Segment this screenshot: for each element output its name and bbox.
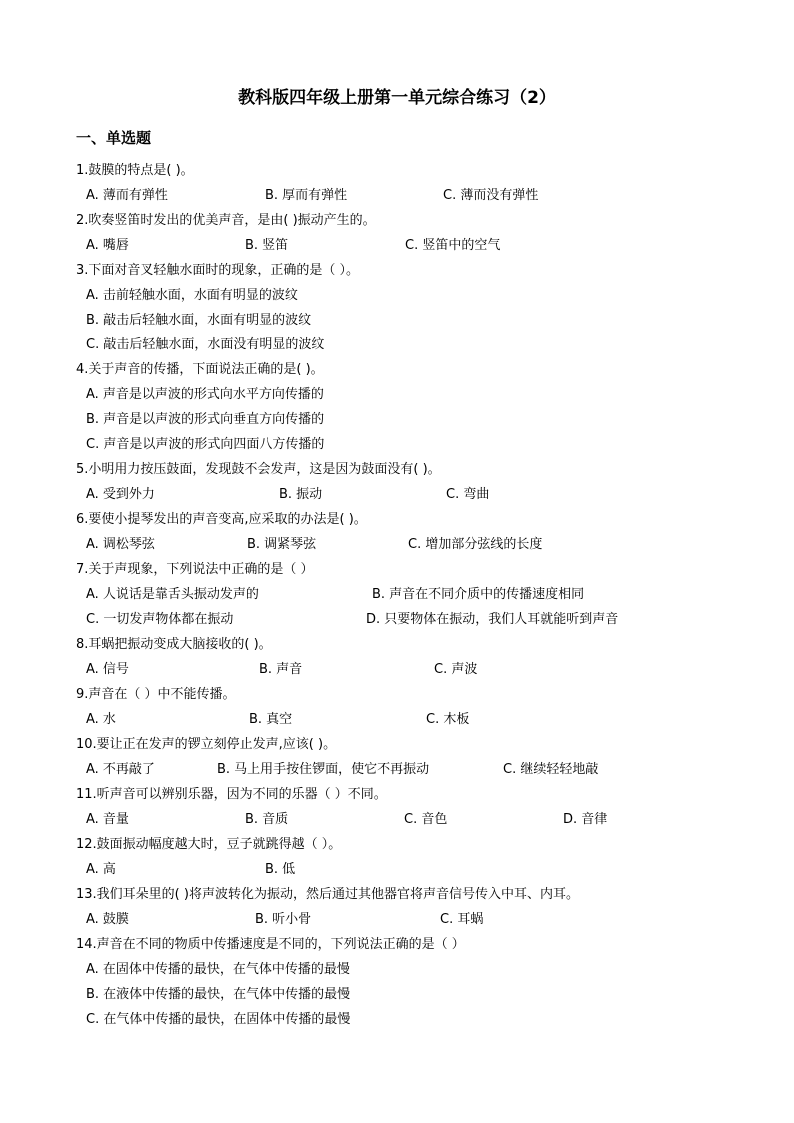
option-11c: C. 音色	[404, 812, 448, 827]
option-13b: B. 听小骨	[255, 912, 312, 927]
option-4a: A. 声音是以声波的形式向水平方向传播的	[86, 387, 324, 402]
option-7a: A. 人说话是靠舌头振动发声的	[86, 587, 259, 602]
option-12a: A. 高	[86, 862, 116, 877]
question-3: 3.下面对音叉轻触水面时的现象，正确的是（ ）。	[76, 263, 360, 278]
option-6c: C. 增加部分弦线的长度	[408, 537, 543, 552]
question-13: 13.我们耳朵里的( )将声波转化为振动，然后通过其他器官将声音信号传入中耳、内耳。	[76, 887, 579, 902]
question-5: 5.小明用力按压鼓面，发现鼓不会发声，这是因为鼓面没有( )。	[76, 462, 441, 477]
option-14c: C. 在气体中传播的最快，在固体中传播的最慢	[86, 1012, 351, 1027]
option-3a: A. 击前轻触水面，水面有明显的波纹	[86, 288, 298, 303]
option-2c: C. 竖笛中的空气	[405, 238, 501, 253]
option-4c: C. 声音是以声波的形式向四面八方传播的	[86, 437, 325, 452]
option-7d: D. 只要物体在振动，我们人耳就能听到声音	[366, 612, 619, 627]
option-6a: A. 调松琴弦	[86, 537, 155, 552]
option-10b: B. 马上用手按住锣面，使它不再振动	[217, 762, 430, 777]
question-10: 10.要让正在发声的锣立刻停止发声,应该( )。	[76, 737, 337, 752]
option-9a: A. 水	[86, 712, 116, 727]
option-11b: B. 音质	[245, 812, 289, 827]
question-2: 2.吹奏竖笛时发出的优美声音，是由( )振动产生的。	[76, 213, 376, 228]
option-14a: A. 在固体中传播的最快，在气体中传播的最慢	[86, 962, 350, 977]
option-14b: B. 在液体中传播的最快，在气体中传播的最慢	[86, 987, 351, 1002]
option-10c: C. 继续轻轻地敲	[503, 762, 599, 777]
option-7b: B. 声音在不同介质中的传播速度相同	[372, 587, 585, 602]
question-1: 1.鼓膜的特点是( )。	[76, 163, 194, 178]
question-6: 6.要使小提琴发出的声音变高,应采取的办法是( )。	[76, 512, 367, 527]
option-3c: C. 敲击后轻触水面，水面没有明显的波纹	[86, 337, 325, 352]
option-8c: C. 声波	[434, 662, 478, 677]
option-12b: B. 低	[265, 862, 296, 877]
option-6b: B. 调紧琴弦	[247, 537, 317, 552]
question-14: 14.声音在不同的物质中传播速度是不同的，下列说法正确的是（ ）	[76, 937, 465, 952]
option-9c: C. 木板	[426, 712, 470, 727]
option-2a: A. 嘴唇	[86, 238, 129, 253]
section-heading: 一、单选题	[76, 129, 152, 147]
option-4b: B. 声音是以声波的形式向垂直方向传播的	[86, 412, 325, 427]
option-5b: B. 振动	[279, 487, 323, 502]
option-13a: A. 鼓膜	[86, 912, 129, 927]
option-13c: C. 耳蜗	[440, 912, 484, 927]
question-9: 9.声音在（ ）中不能传播。	[76, 687, 236, 702]
option-1c: C. 薄而没有弹性	[443, 188, 539, 203]
option-8b: B. 声音	[259, 662, 303, 677]
question-8: 8.耳蜗把振动变成大脑接收的( )。	[76, 637, 272, 652]
option-3b: B. 敲击后轻触水面，水面有明显的波纹	[86, 313, 312, 328]
option-11d: D. 音律	[563, 812, 608, 827]
question-11: 11.听声音可以辨别乐器，因为不同的乐器（ ）不同。	[76, 787, 387, 802]
question-7: 7.关于声现象，下列说法中正确的是（ ）	[76, 562, 314, 577]
question-12: 12.鼓面振动幅度越大时，豆子就跳得越（ ）。	[76, 837, 342, 852]
option-10a: A. 不再敲了	[86, 762, 155, 777]
option-1b: B. 厚而有弹性	[265, 188, 348, 203]
option-8a: A. 信号	[86, 662, 129, 677]
option-5a: A. 受到外力	[86, 487, 155, 502]
option-2b: B. 竖笛	[245, 238, 289, 253]
question-4: 4.关于声音的传播，下面说法正确的是( )。	[76, 362, 324, 377]
option-9b: B. 真空	[249, 712, 293, 727]
option-1a: A. 薄而有弹性	[86, 188, 168, 203]
option-5c: C. 弯曲	[446, 487, 490, 502]
option-7c: C. 一切发声物体都在振动	[86, 612, 234, 627]
document-title: 教科版四年级上册第一单元综合练习（2）	[238, 88, 556, 108]
option-11a: A. 音量	[86, 812, 129, 827]
